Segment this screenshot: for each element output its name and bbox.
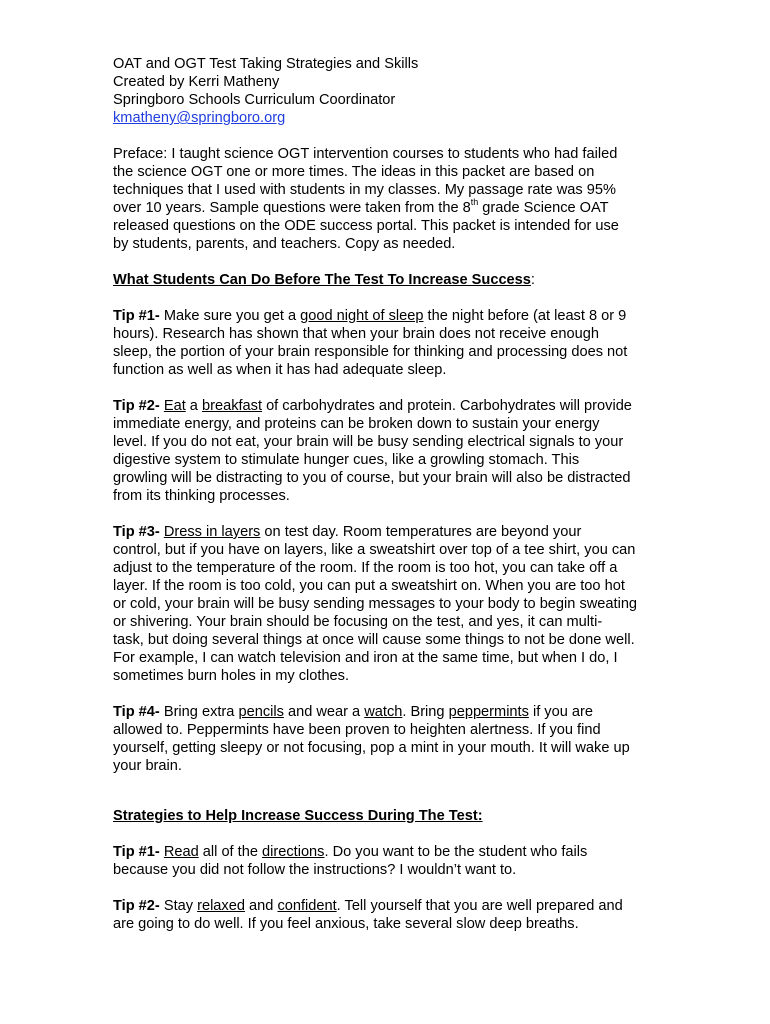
tip-text: . Bring bbox=[402, 704, 449, 720]
tip-line: sometimes burn holes in my clothes. bbox=[113, 668, 350, 684]
tip-line: because you did not follow the instructions? I wouldn’t want to. bbox=[113, 862, 517, 878]
tip-line: or cold, your brain will be busy sending messages to your body to begin sweating bbox=[113, 596, 638, 612]
tip-text: on test day. Room temperatures are beyond your bbox=[260, 524, 582, 540]
during-tip-1 bbox=[113, 843, 658, 879]
tip-emphasis: breakfast bbox=[201, 398, 263, 414]
ordinal-suffix: th bbox=[470, 197, 479, 208]
tip-emphasis: Read bbox=[163, 844, 199, 860]
tip-line: level. If you do not eat, your brain will be busy sending electrical signals to your bbox=[113, 434, 624, 450]
tip-line: adjust to the temperature of the room. If the room is too hot, you can take off a bbox=[113, 560, 618, 576]
tip-text: Stay bbox=[159, 898, 198, 914]
tip-line: function as well as when it has had adequate sleep. bbox=[113, 362, 447, 378]
author-role: Springboro Schools Curriculum Coordinator bbox=[113, 92, 396, 108]
tip-emphasis: directions bbox=[262, 844, 325, 860]
tip-emphasis: good night of sleep bbox=[300, 308, 424, 324]
email-link[interactable]: kmatheny@springboro.org bbox=[113, 110, 286, 126]
before-tip-1 bbox=[113, 307, 658, 379]
tip-line: allowed to. Peppermints have been proven to heighten alertness. If you find bbox=[113, 722, 601, 738]
tip-line: from its thinking processes. bbox=[113, 488, 290, 504]
before-tip-4 bbox=[113, 703, 658, 775]
author-line: Created by Kerri Matheny bbox=[113, 74, 280, 90]
tip-line: task, but doing several things at once will cause some things to not be done well. bbox=[113, 632, 635, 648]
preface-line: the science OGT one or more times. The ideas in this packet are based on bbox=[113, 164, 595, 180]
document-header bbox=[113, 55, 658, 127]
preface-line: released questions on the ODE success portal. This packet is intended for use bbox=[113, 218, 619, 234]
before-tip-2 bbox=[113, 397, 658, 505]
tip-line: your brain. bbox=[113, 758, 182, 774]
tip-line: For example, I can watch television and iron at the same time, but when I do, I bbox=[113, 650, 618, 666]
tip-text: and wear a bbox=[283, 704, 365, 720]
tip-line: layer. If the room is too cold, you can put a sweatshirt on. When you are too hot bbox=[113, 578, 625, 594]
preface-text: over 10 years. Sample questions were taken from the 8 bbox=[113, 200, 471, 216]
tip-emphasis: peppermints bbox=[448, 704, 529, 720]
tip-line: are going to do well. If you feel anxious, take several slow deep breaths. bbox=[113, 916, 579, 932]
heading-colon: : bbox=[530, 272, 535, 288]
tip-emphasis: confident bbox=[277, 898, 337, 914]
during-tip-2 bbox=[113, 897, 658, 933]
tip-text: the night before (at least 8 or 9 bbox=[423, 308, 627, 324]
tip-text: and bbox=[244, 898, 278, 914]
preface-line: by students, parents, and teachers. Copy as needed. bbox=[113, 236, 456, 252]
tip-text: a bbox=[185, 398, 202, 414]
tip-label: Tip #2- bbox=[113, 398, 160, 414]
tip-text: of carbohydrates and protein. Carbohydrates will provide bbox=[262, 398, 632, 414]
tip-line: hours). Research has shown that when your brain does not receive enough bbox=[113, 326, 599, 342]
document-title: OAT and OGT Test Taking Strategies and Skills bbox=[113, 56, 419, 72]
tip-label: Tip #1- bbox=[113, 308, 160, 324]
tip-line: or shivering. Your brain should be focusing on the test, and yes, it can multi- bbox=[113, 614, 603, 630]
tip-emphasis: watch bbox=[364, 704, 403, 720]
tip-line: sleep, the portion of your brain responsible for thinking and processing does not bbox=[113, 344, 628, 360]
tip-label: Tip #1- bbox=[113, 844, 160, 860]
tip-line: growling will be distracting to you of course, but your brain will also be distracted bbox=[113, 470, 631, 486]
tip-line: immediate energy, and proteins can be broken down to sustain your energy bbox=[113, 416, 600, 432]
section-heading: Strategies to Help Increase Success During The Test: bbox=[113, 808, 483, 824]
tip-text: if you are bbox=[528, 704, 593, 720]
before-tip-3 bbox=[113, 523, 658, 685]
preface-line: techniques that I used with students in my classes. My passage rate was 95% bbox=[113, 182, 616, 198]
tip-line: digestive system to stimulate hunger cues, like a growling stomach. This bbox=[113, 452, 580, 468]
tip-line: control, but if you have on layers, like a sweatshirt over top of a tee shirt, you can bbox=[113, 542, 636, 558]
tip-emphasis: Dress in layers bbox=[163, 524, 261, 540]
tip-label: Tip #4- bbox=[113, 704, 160, 720]
tip-emphasis: Eat bbox=[163, 398, 186, 414]
section-heading: What Students Can Do Before The Test To Increase Success bbox=[113, 272, 531, 288]
tip-text: . Do you want to be the student who fails bbox=[324, 844, 588, 860]
tip-emphasis: pencils bbox=[238, 704, 284, 720]
preface-line bbox=[113, 199, 658, 217]
tip-label: Tip #3- bbox=[113, 524, 160, 540]
tip-emphasis: relaxed bbox=[197, 898, 245, 914]
preface-line: Preface: I taught science OGT intervention courses to students who had failed bbox=[113, 146, 618, 162]
tip-line: yourself, getting sleepy or not focusing, pop a mint in your mouth. It will wake up bbox=[113, 740, 630, 756]
preface-text: grade Science OAT bbox=[478, 200, 609, 216]
preface-paragraph bbox=[113, 145, 658, 253]
tip-text: Bring extra bbox=[159, 704, 239, 720]
tip-text: . Tell yourself that you are well prepared and bbox=[336, 898, 623, 914]
tip-label: Tip #2- bbox=[113, 898, 160, 914]
before-test-heading bbox=[113, 271, 658, 289]
tip-text: Make sure you get a bbox=[159, 308, 301, 324]
document-page bbox=[113, 55, 658, 933]
during-test-heading bbox=[113, 807, 658, 825]
tip-text: all of the bbox=[198, 844, 263, 860]
